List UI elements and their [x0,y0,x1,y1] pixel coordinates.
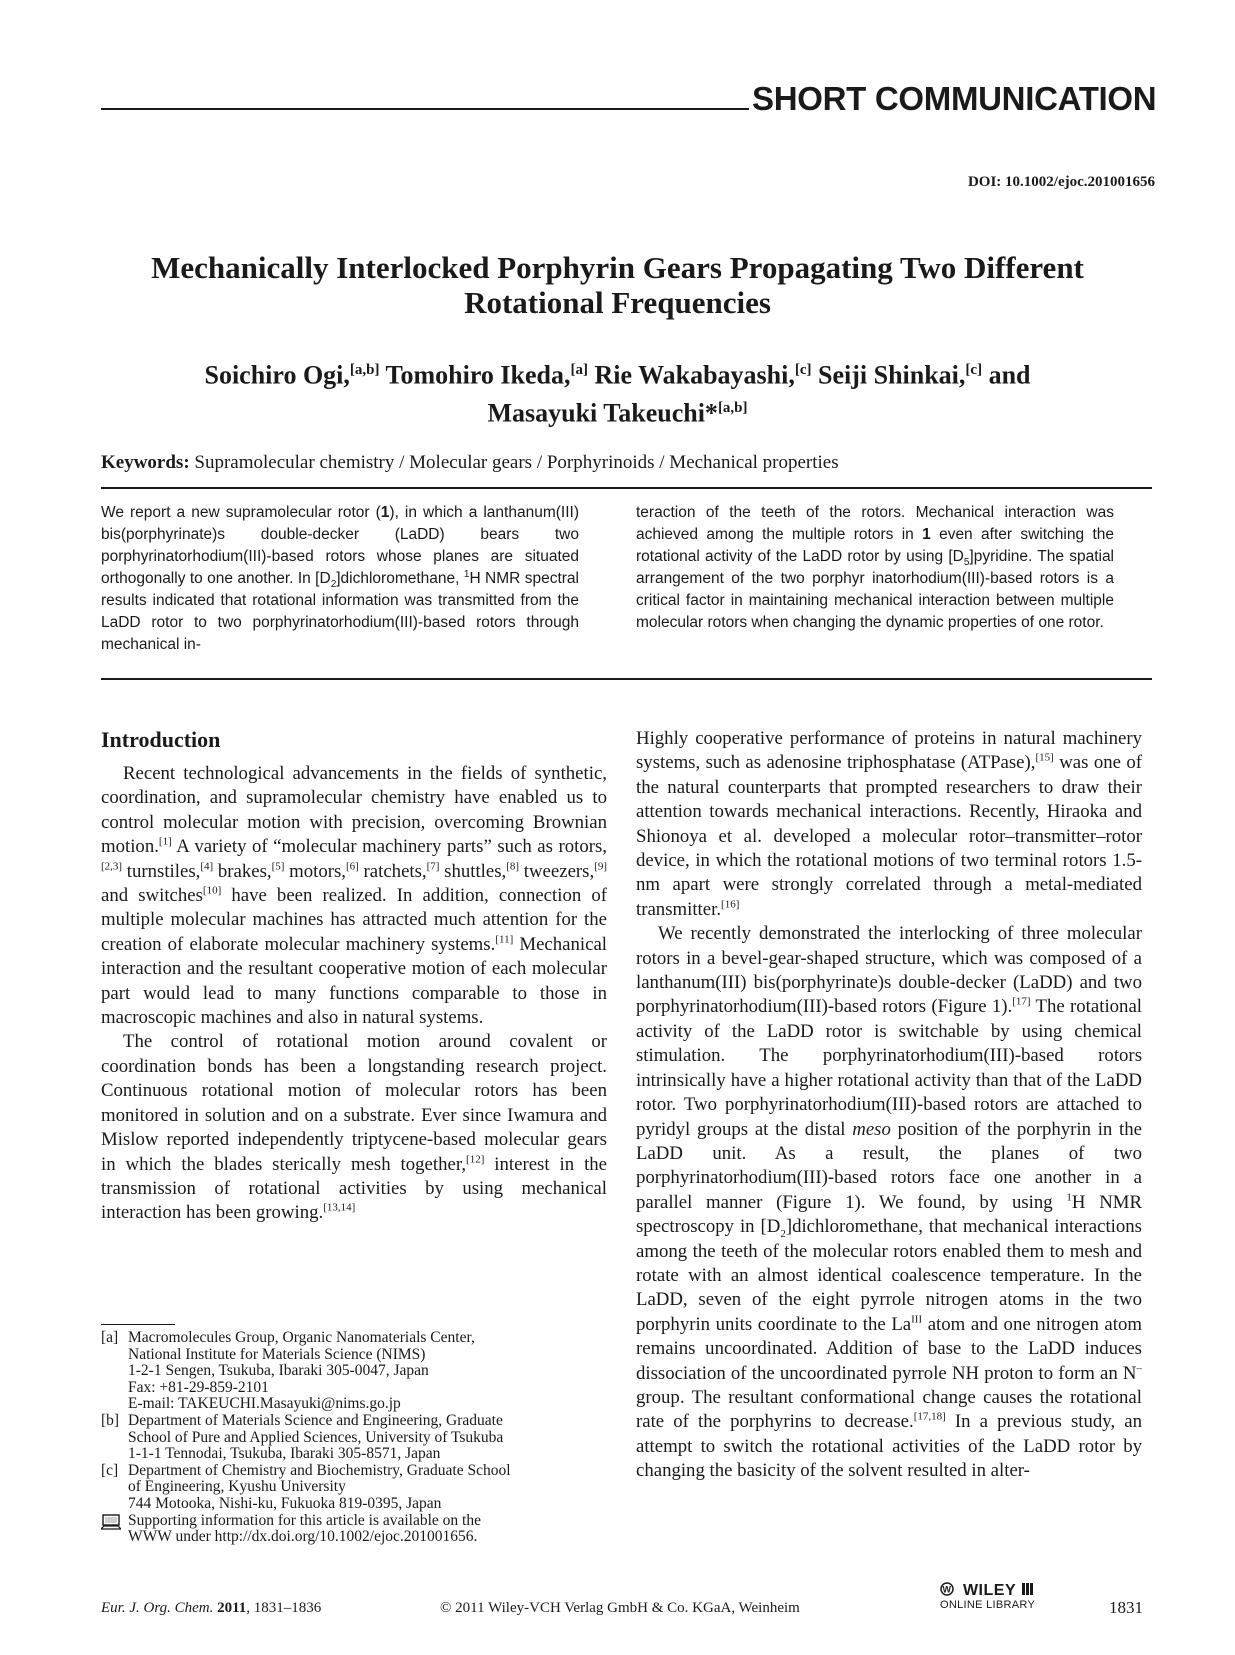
wiley-mark-icon [940,1582,963,1599]
paragraph: We recently demonstrated the interlocking of three molecular rotors in a bevel-gear-shaped structure, which was composed of a lanthanum(III) bis(porphyrinate)s double-decker (LaDD) and two porphyrinatorhodium(III)-based rotors (Figure 1).[17] The rotational activity of the LaDD rotor is switchable by using chemical stimulation. The porphyrinatorhodium(III)-based rotors intrinsically have a higher rotational activity than that of the LaDD rotor. Two porphyrinatorhodium(III)-based rotors are attached to pyridyl groups at the distal meso position of the porphyrin in the LaDD unit. As a result, the planes of two porphyrinatorhodium(III)-based rotors face one another in a parallel manner (Figure 1). We found, by using $^1$H NMR spectroscopy in $[D_2]dichloromethane$, that mechanical interactions among the teeth of the molecular rotors enabled them to mesh and rotate with an almost identical coalescence temperature. In the LaDD, seven of the eight pyrrole nitrogen atoms in the two porphyrin units coordinate to the $La^{III}$ atom and one nitrogen atom remains uncoordinated. Addition of base to the LaDD induces dissociation of the uncoordinated pyrrole NH proton to form an N– group. The resultant conformational change causes the rotational rate of the porphyrins to decrease.[17,18] In a previous study, an attempt to switch the rotational activities of the LaDD rotor by changing the basicity of the solvent resulted in alter- [636,923,1143,1482]
author-affiliation: [a,b] [349,362,380,378]
logo-brand: WILEY [962,1582,1016,1599]
intro-right-column [636,727,1142,1484]
footnote [101,1413,609,1463]
keywords-list: Supramolecular chemistry / Molecular gears / Porphyrinoids / Mechanical properties [194,452,839,473]
footnote [101,1330,609,1413]
keywords-rule [101,487,1152,489]
abstract-text: We report a new supramolecular rotor (1), in which a lanthanum(III) bis(porphyrinate)s double-decker (LaDD) bears two porphyrinatorhodium(III)-based rotors whose planes are situated orthogonally to one another. In $[D_2]dichloromethane$, $^1$H NMR spectral results indicated that rotational information was transmitted from the LaDD rotor to two porphyrinatorhodium(III)-based rotors through mechanical in- [101,504,579,653]
svg-text:W: W [942,1584,952,1595]
journal-pages: , 1831–1836 [246,1600,322,1616]
footnote-rule [101,1324,175,1325]
footnote-line: Department of Chemistry and Biochemistry, Graduate School [128,1461,511,1479]
computer-icon [101,1513,128,1546]
author-list [100,354,1135,429]
footnote-line: Fax: +81-29-859-2101 [128,1378,269,1396]
author-affiliation: [c] [965,362,983,378]
footnote-line: 744 Motooka, Nishi-ku, Fukuoka 819-0395, Japan [128,1494,442,1512]
journal-name: Eur. J. Org. Chem. [101,1600,214,1616]
paragraph: Recent technological advancements in the fields of synthetic, coordination, and supramolecular chemistry have enabled us to control molecular motion with precision, overcoming Brownian motion.[1] A variety of “molecular machinery parts” such as rotors,[2,3] turnstiles,[4] brakes,[5] motors,[6] ratchets,[7] shuttles,[8] tweezers,[9] and switches[10] have been realized. In addition, connection of multiple molecular machines has attracted much attention for the creation of elaborate molecular machinery systems.[11] Mechanical interaction and the resultant cooperative motion of each molecular part would lead to many functions comparable to those in macroscopic machines and also in natural systems. [101,763,607,1029]
keywords-label: Keywords: [101,452,190,473]
paragraph: The control of rotational motion around covalent or coordination bonds has been a longstanding research project. Continuous rotational motion of molecular rotors has been monitored in solution and on a substrate. Ever since Iwamura and Mislow reported independently triptycene-based molecular gears in which the blades sterically mesh together,[12] interest in the transmission of rotational activities by using mechanical interaction has been growing.[13,14] [101,1031,608,1224]
footnote [101,1513,609,1546]
abstract-left-column [101,502,579,656]
footnote [101,1463,609,1513]
footer-citation [101,1600,321,1617]
footnote-line: National Institute for Materials Science (NIMS) [128,1345,426,1363]
footnote-line: Macromolecules Group, Organic Nanomaterials Center, [128,1329,475,1346]
author-affiliation: [c] [794,362,812,378]
paragraph: Highly cooperative performance of proteins in natural machinery systems, such as adenosine triphosphatase (ATPase),[15] was one of the natural counterparts that prompted researchers to draw their attention towards mechanical interactions. Recently, Hiraoka and Shionoya et al. developed a molecular rotor–transmitter–rotor device, in which the rotational motions of two terminal rotors 1.5-nm apart were strongly correlated through a metal-mediated transmitter.[16] [636,728,1142,920]
footnote-line: WWW under http://dx.doi.org/10.1002/ejoc.201001656. [128,1528,478,1546]
book-icon [1021,1582,1035,1599]
author-affiliation: [a] [570,362,588,378]
wiley-logo [940,1582,1035,1611]
doi: DOI: 10.1002/ejoc.201001656 [967,174,1155,190]
author-name: Rie Wakabayashi, [594,360,795,390]
journal-year: 2011 [217,1600,247,1616]
footnote-line: 1-2-1 Sengen, Tsukuba, Ibaraki 305-0047, Japan [128,1362,429,1380]
section-label: SHORT COMMUNICATION [752,80,1157,117]
footnote-line: Department of Materials Science and Engineering, Graduate [128,1411,503,1429]
footnote-label: [c] [101,1461,119,1479]
abstract-text: teraction of the teeth of the rotors. Mechanical interaction was achieved among the multiple rotors in 1 even after switching the rotational activity of the LaDD rotor by using $[D_5]pyridine$. The spatial arrangement of the two porphyr inatorhodium(III)-based rotors is a critical factor in maintaining mechanical interaction between multiple molecular rotors when changing the dynamic properties of one rotor. [636,504,1115,631]
footnote-line: Supporting information for this article is available on the [128,1511,481,1529]
footnote-label: [a] [101,1329,119,1346]
author-affiliation: [a,b] [717,399,748,416]
title-line-1: Mechanically Interlocked Porphyrin Gears Propagating Two Different [151,250,1084,285]
abstract-rule [101,678,1152,680]
footnote-line: E-mail: TAKEUCHI.Masayuki@nims.go.jp [128,1395,401,1413]
footnote-line: of Engineering, Kyushu University [128,1478,346,1496]
copyright: © 2011 Wiley-VCH Verlag GmbH & Co. KGaA, Weinheim [440,1600,800,1616]
keywords [101,452,839,474]
footnote-line: 1-1-1 Tennodai, Tsukuba, Ibaraki 305-8571, Japan [128,1445,441,1463]
author-name: Soichiro Ogi, [204,360,350,390]
article-title [100,250,1135,320]
footnote-line: School of Pure and Applied Sciences, University of Tsukuba [128,1428,504,1446]
title-line-2: Rotational Frequencies [464,285,771,320]
intro-left-column [101,762,607,1226]
author-name: Masayuki Takeuchi* [487,398,718,428]
footnote-label: [b] [101,1411,120,1429]
header-rule [101,108,749,110]
abstract-right-column [636,502,1114,634]
author-conjunction: and [988,360,1031,390]
logo-subtitle: ONLINE LIBRARY [940,1599,1036,1611]
author-name: Seiji Shinkai, [818,360,966,390]
page-number: 1831 [1109,1598,1143,1617]
author-name: Tomohiro Ikeda, [385,360,571,390]
affiliations [101,1330,609,1546]
section-heading: Introduction [101,727,221,752]
